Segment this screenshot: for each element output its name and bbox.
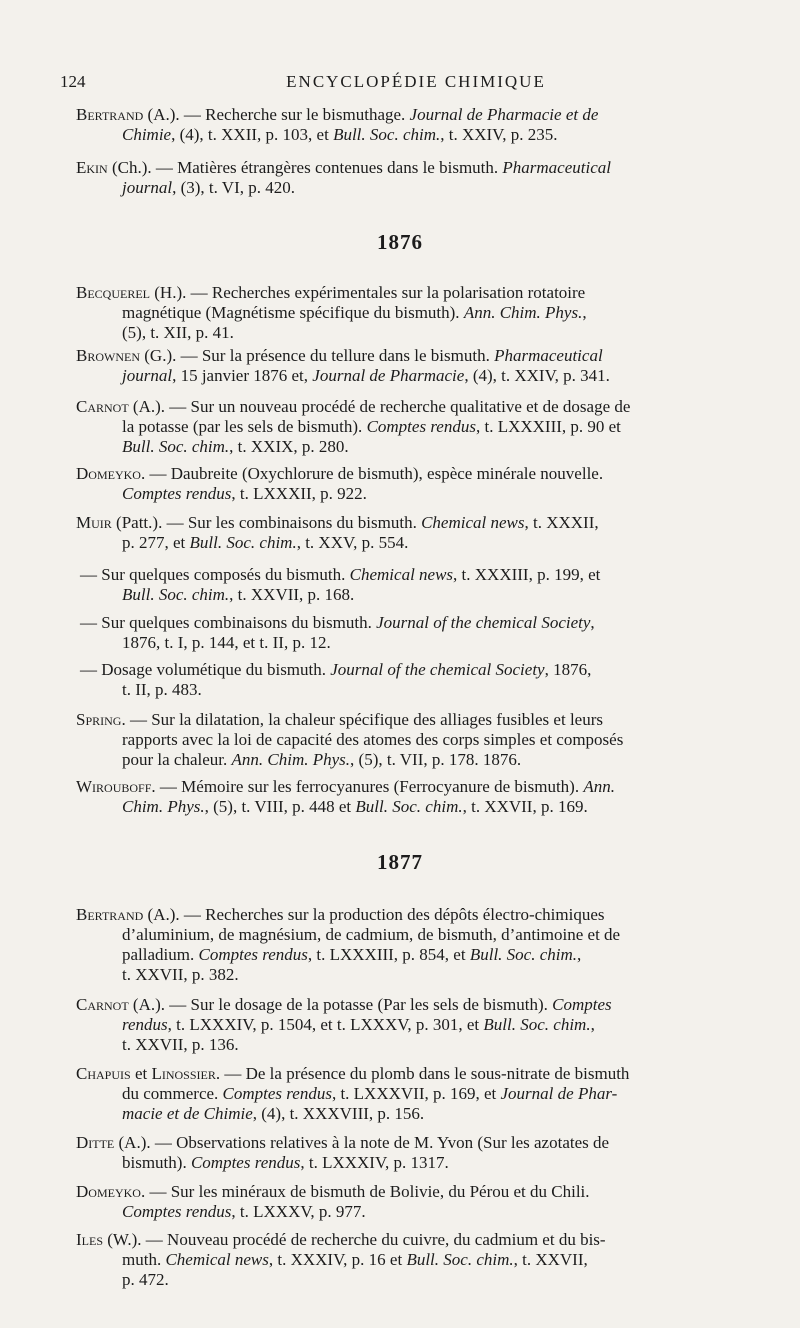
year-heading: 1876 [377,230,423,254]
bibliography-entry: Muir (Patt.). — Sur les combinaisons du bismuth. Chemical news, t. XXXII, p. 277, et Bull. Soc. chim., t. XXV, p. 554. [76,513,599,552]
author-name: Carnot [76,397,129,416]
bibliography-entry: Spring. — Sur la dilatation, la chaleur spécifique des alliages fusibles et leurs rapports avec la loi de capacité des atomes des corps simples et composés pour la chaleur. Ann. Chim. Phys., (5), t. VII, p. 178. 1876. [76,710,624,769]
author-name: Domeyko [76,1182,141,1201]
author-name: Carnot [76,995,129,1014]
bibliography-entry: Chapuis et Linossier. — De la présence du plomb dans le sous-nitrate de bismuth du commerce. Comptes rendus, t. LXXXVII, p. 169, et Journal de Phar- macie et de Chimie, (4), t. XXXVIII, p. 156. [76,1064,630,1123]
page-header [60,72,772,96]
bibliography-entry: Domeyko. — Daubreite (Oxychlorure de bismuth), espèce minérale nouvelle. Comptes rendus, t. LXXXII, p. 922. [76,464,604,503]
page-number: 124 [60,72,86,91]
bibliography-entry: Ditte (A.). — Observations relatives à la note de M. Yvon (Sur les azotates de bismuth). Comptes rendus, t. LXXXIV, p. 1317. [76,1133,610,1172]
author-name: Bertrand [76,905,144,924]
author-name: Muir [76,513,112,532]
running-title: ENCYCLOPÉDIE CHIMIQUE [286,72,546,91]
bibliography-entry: — Sur quelques composés du bismuth. Chemical news, t. XXXIII, p. 199, et Bull. Soc. chim., t. XXVII, p. 168. [80,565,601,604]
author-name: Brownen [76,346,140,365]
author-name: Becquerel [76,283,150,302]
bibliography-entry: Wirouboff. — Mémoire sur les ferrocyanures (Ferrocyanure de bismuth). Ann. Chim. Phys., (5), t. VIII, p. 448 et Bull. Soc. chim., t. XXVII, p. 169. [76,777,615,816]
bibliography-entry: Ekin (Ch.). — Matières étrangères contenues dans le bismuth. Pharmaceutical journal, (3), t. VI, p. 420. [76,158,611,197]
author-name: Ekin [76,158,108,177]
author-name: Linossier [151,1064,216,1083]
bibliography-entry: Becquerel (H.). — Recherches expérimentales sur la polarisation rotatoire magnétique (Magnétisme spécifique du bismuth). Ann. Chim. Phys., (5), t. XII, p. 41. [76,283,587,342]
author-name: Iles [76,1230,103,1249]
bibliography-entry: Brownen (G.). — Sur la présence du tellure dans le bismuth. Pharmaceutical journal, 15 janvier 1876 et, Journal de Pharmacie, (4), t. XXIV, p. 341. [76,346,610,385]
author-name: Chapuis [76,1064,131,1083]
bibliography-entry: Carnot (A.). — Sur un nouveau procédé de recherche qualitative et de dosage de la potasse (par les sels de bismuth). Comptes rendus, t. LXXXIII, p. 90 et Bull. Soc. chim., t. XXIX, p. 280. [76,397,631,456]
bibliography-entry: — Dosage volumétique du bismuth. Journal of the chemical Society, 1876, t. II, p. 483. [80,660,592,699]
author-name: Ditte [76,1133,115,1152]
author-name: Domeyko [76,464,141,483]
bibliography-entry: Domeyko. — Sur les minéraux de bismuth de Bolivie, du Pérou et du Chili. Comptes rendus, t. LXXXV, p. 977. [76,1182,590,1221]
bibliography-entry: Bertrand (A.). — Recherches sur la production des dépôts électro-chimiques d’aluminium, de magnésium, de cadmium, de bismuth, d’antimoine et de palladium. Comptes rendus, t. LXXXIII, p. 854, et Bull. Soc. chim., t. XXVII, p. 382. [76,905,621,984]
author-name: Spring [76,710,122,729]
author-name: Wirouboff [76,777,152,796]
bibliography-entry: Iles (W.). — Nouveau procédé de recherche du cuivre, du cadmium et du bis- muth. Chemical news, t. XXXIV, p. 16 et Bull. Soc. chim., t. XXVII, p. 472. [76,1230,606,1289]
year-heading: 1877 [377,850,423,874]
bibliography-entry: — Sur quelques combinaisons du bismuth. Journal of the chemical Society, 1876, t. I, p. 144, et t. II, p. 12. [80,613,595,652]
bibliography-entry: Carnot (A.). — Sur le dosage de la potasse (Par les sels de bismuth). Comptes rendus, t. LXXXIV, p. 1504, et t. LXXXV, p. 301, et Bull. Soc. chim., t. XXVII, p. 136. [76,995,612,1054]
author-name: Bertrand [76,105,144,124]
bibliography-entry: Bertrand (A.). — Recherche sur le bismuthage. Journal de Pharmacie et de Chimie, (4), t. XXII, p. 103, et Bull. Soc. chim., t. XXIV, p. 235. [76,105,599,144]
